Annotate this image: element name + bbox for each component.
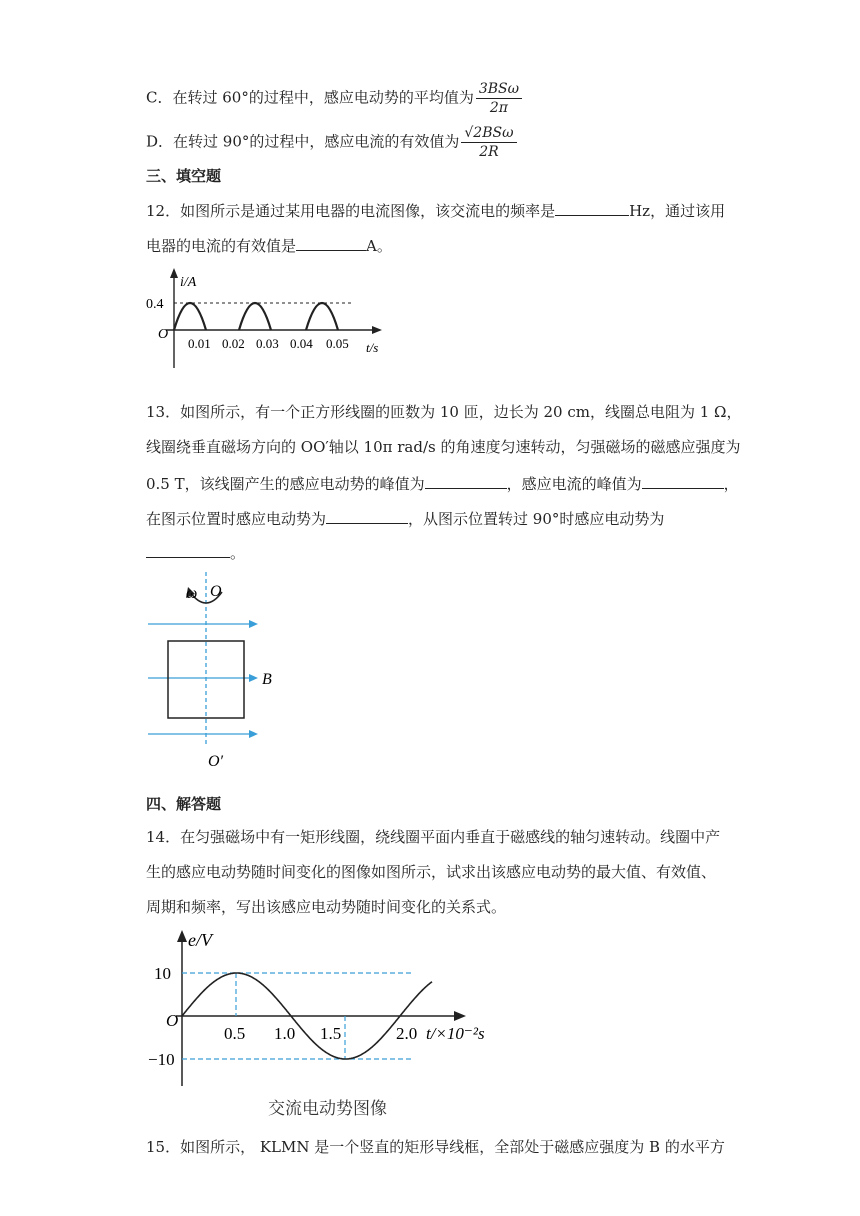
- fraction-d: $\frac{\text{√2BSω}}{2R}$: [461, 124, 516, 161]
- current-graph: [146, 266, 396, 378]
- option-c: C．在转过 60°的过程中，感应电动势的平均值为 $\frac{\text{3BSω}}{2\pi}$: [146, 80, 522, 117]
- q14-line-1: 14．在匀强磁场中有一矩形线圈，绕线圈平面内垂直于磁感线的轴匀速转动。线圈中产: [146, 828, 721, 846]
- x-tick: 0.5: [224, 1024, 246, 1043]
- answer-blank[interactable]: [326, 507, 408, 524]
- section-heading-fill-in: 三、填空题: [146, 167, 222, 185]
- answer-blank[interactable]: [555, 199, 629, 216]
- y-axis-arrow: [170, 268, 178, 278]
- answer-blank[interactable]: [642, 472, 724, 489]
- peak-label: 0.4: [146, 297, 164, 312]
- coil-figure: [140, 568, 290, 776]
- axis-label-o-prime: O′: [208, 753, 224, 770]
- tick-label: 0.02: [222, 336, 245, 351]
- origin-label: O: [158, 327, 169, 342]
- x-axis-arrow: [372, 326, 382, 334]
- y-axis-label: e/V: [188, 930, 212, 950]
- field-arrow-middle: [249, 674, 258, 682]
- origin-label: O: [166, 1011, 179, 1030]
- x-axis-arrow: [454, 1011, 466, 1021]
- graph-caption: 交流电动势图像: [268, 1099, 387, 1119]
- x-tick: 2.0: [396, 1024, 418, 1043]
- tick-label: 0.05: [326, 336, 349, 351]
- field-arrow-top: [249, 620, 258, 628]
- fraction-c: $\frac{\text{3BSω}}{2\pi}$: [476, 80, 522, 117]
- answer-blank[interactable]: [296, 234, 366, 251]
- x-axis-label: t/s: [366, 340, 379, 355]
- tick-label: 0.04: [290, 336, 313, 351]
- q13-line-1: 13．如图所示，有一个正方形线圈的匝数为 10 匝，边长为 20 cm，线圈总电阻为 1 Ω，: [146, 403, 742, 421]
- tick-label: 0.03: [256, 336, 279, 351]
- section-heading-answer: 四、解答题: [146, 795, 222, 813]
- half-wave-2: [239, 303, 271, 330]
- y-tick-top: 10: [154, 964, 171, 983]
- q13-line-3: 0.5 T，该线圈产生的感应电动势的峰值为 ，感应电流的峰值为 ，: [146, 472, 739, 494]
- x-axis-label: t/×10⁻²s: [426, 1024, 485, 1043]
- q15-line-1: 15．如图所示， KLMN 是一个竖直的矩形导线框，全部处于磁感应强度为 B 的水平方: [146, 1138, 725, 1156]
- half-wave-1: [174, 303, 206, 330]
- y-axis-label: i/A: [180, 275, 197, 290]
- half-wave-3: [306, 303, 338, 330]
- answer-blank[interactable]: [146, 541, 230, 558]
- emf-graph: [140, 926, 510, 1094]
- omega-label: ω: [186, 585, 198, 602]
- answer-blank[interactable]: [425, 472, 507, 489]
- q13-line-5: 。: [146, 541, 245, 563]
- q14-line-2: 生的感应电动势随时间变化的图像如图所示，试求出该感应电动势的最大值、有效值、: [146, 863, 717, 881]
- q12-line-2: 电器的电流的有效值是 A。: [146, 234, 392, 256]
- axis-label-o: O: [210, 583, 222, 600]
- q13-line-2: 线圈绕垂直磁场方向的 OO′轴以 10π rad/s 的角速度匀速转动，匀强磁场的磁感应强度为: [146, 438, 741, 456]
- field-label-b: B: [262, 671, 272, 688]
- field-arrow-bottom: [249, 730, 258, 738]
- q12-line-1: 12．如图所示是通过某用电器的电流图像，该交流电的频率是 Hz，通过该用: [146, 199, 725, 221]
- tick-label: 0.01: [188, 336, 211, 351]
- x-tick: 1.5: [320, 1024, 342, 1043]
- q13-line-4: 在图示位置时感应电动势为 ，从图示位置转过 90°时感应电动势为: [146, 507, 664, 529]
- y-axis-arrow: [177, 930, 187, 942]
- y-tick-bottom: −10: [148, 1050, 175, 1069]
- q14-line-3: 周期和频率，写出该感应电动势随时间变化的关系式。: [146, 898, 507, 916]
- x-tick: 1.0: [274, 1024, 296, 1043]
- option-d: D．在转过 90°的过程中，感应电流的有效值为 $\frac{\text{√2BSω}}{2R}$: [146, 124, 517, 161]
